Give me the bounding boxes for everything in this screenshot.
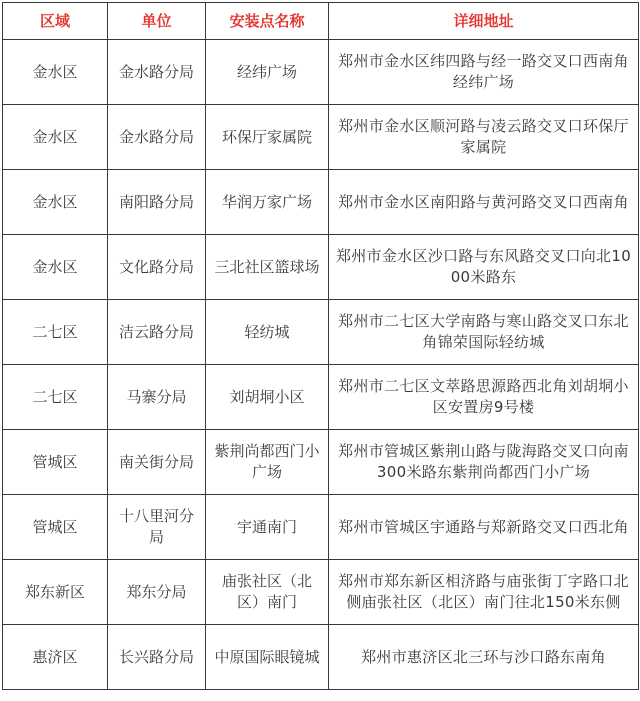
header-district: 区域: [3, 3, 108, 40]
cell-district: 郑东新区: [3, 560, 108, 625]
cell-address: 郑州市管城区宇通路与郑新路交叉口西北角: [329, 495, 639, 560]
cell-site: 经纬广场: [206, 40, 329, 105]
cell-site: 环保厅家属院: [206, 105, 329, 170]
cell-district: 金水区: [3, 40, 108, 105]
cell-address: 郑州市郑东新区相济路与庙张街丁字路口北侧庙张社区（北区）南门往北150米东侧: [329, 560, 639, 625]
cell-unit: 文化路分局: [108, 235, 206, 300]
cell-address: 郑州市金水区沙口路与东风路交叉口向北1000米路东: [329, 235, 639, 300]
cell-address: 郑州市惠济区北三环与沙口路东南角: [329, 625, 639, 690]
table-row: [3, 170, 639, 235]
cell-site: 宇通南门: [206, 495, 329, 560]
install-sites-table: [2, 2, 639, 690]
cell-address: 郑州市金水区南阳路与黄河路交叉口西南角: [329, 170, 639, 235]
cell-unit: 长兴路分局: [108, 625, 206, 690]
cell-district: 惠济区: [3, 625, 108, 690]
cell-site: 中原国际眼镜城: [206, 625, 329, 690]
cell-unit: 金水路分局: [108, 105, 206, 170]
cell-site: 紫荆尚都西门小广场: [206, 430, 329, 495]
cell-address: 郑州市管城区紫荆山路与陇海路交叉口向南300米路东紫荆尚都西门小广场: [329, 430, 639, 495]
table-header-row: [3, 3, 639, 40]
cell-district: 管城区: [3, 430, 108, 495]
table-row: [3, 365, 639, 430]
header-site-name: 安装点名称: [206, 3, 329, 40]
cell-unit: 马寨分局: [108, 365, 206, 430]
cell-unit: 郑东分局: [108, 560, 206, 625]
table-row: [3, 235, 639, 300]
cell-address: 郑州市二七区大学南路与寒山路交叉口东北角锦荣国际轻纺城: [329, 300, 639, 365]
cell-district: 二七区: [3, 365, 108, 430]
header-unit: 单位: [108, 3, 206, 40]
table-row: [3, 495, 639, 560]
table-row: [3, 105, 639, 170]
cell-district: 金水区: [3, 170, 108, 235]
cell-district: 金水区: [3, 235, 108, 300]
cell-address: 郑州市金水区纬四路与经一路交叉口西南角经纬广场: [329, 40, 639, 105]
cell-address: 郑州市金水区顺河路与凌云路交叉口环保厅家属院: [329, 105, 639, 170]
table-row: [3, 625, 639, 690]
cell-district: 金水区: [3, 105, 108, 170]
table-row: [3, 40, 639, 105]
cell-site: 刘胡垌小区: [206, 365, 329, 430]
cell-site: 庙张社区（北区）南门: [206, 560, 329, 625]
cell-unit: 南关街分局: [108, 430, 206, 495]
cell-unit: 南阳路分局: [108, 170, 206, 235]
cell-site: 华润万家广场: [206, 170, 329, 235]
table-row: [3, 430, 639, 495]
table-row: [3, 300, 639, 365]
cell-district: 二七区: [3, 300, 108, 365]
cell-unit: 洁云路分局: [108, 300, 206, 365]
table-row: [3, 560, 639, 625]
header-address: 详细地址: [329, 3, 639, 40]
cell-address: 郑州市二七区文萃路思源路西北角刘胡垌小区安置房9号楼: [329, 365, 639, 430]
cell-unit: 金水路分局: [108, 40, 206, 105]
cell-district: 管城区: [3, 495, 108, 560]
cell-site: 三北社区篮球场: [206, 235, 329, 300]
cell-unit: 十八里河分局: [108, 495, 206, 560]
cell-site: 轻纺城: [206, 300, 329, 365]
